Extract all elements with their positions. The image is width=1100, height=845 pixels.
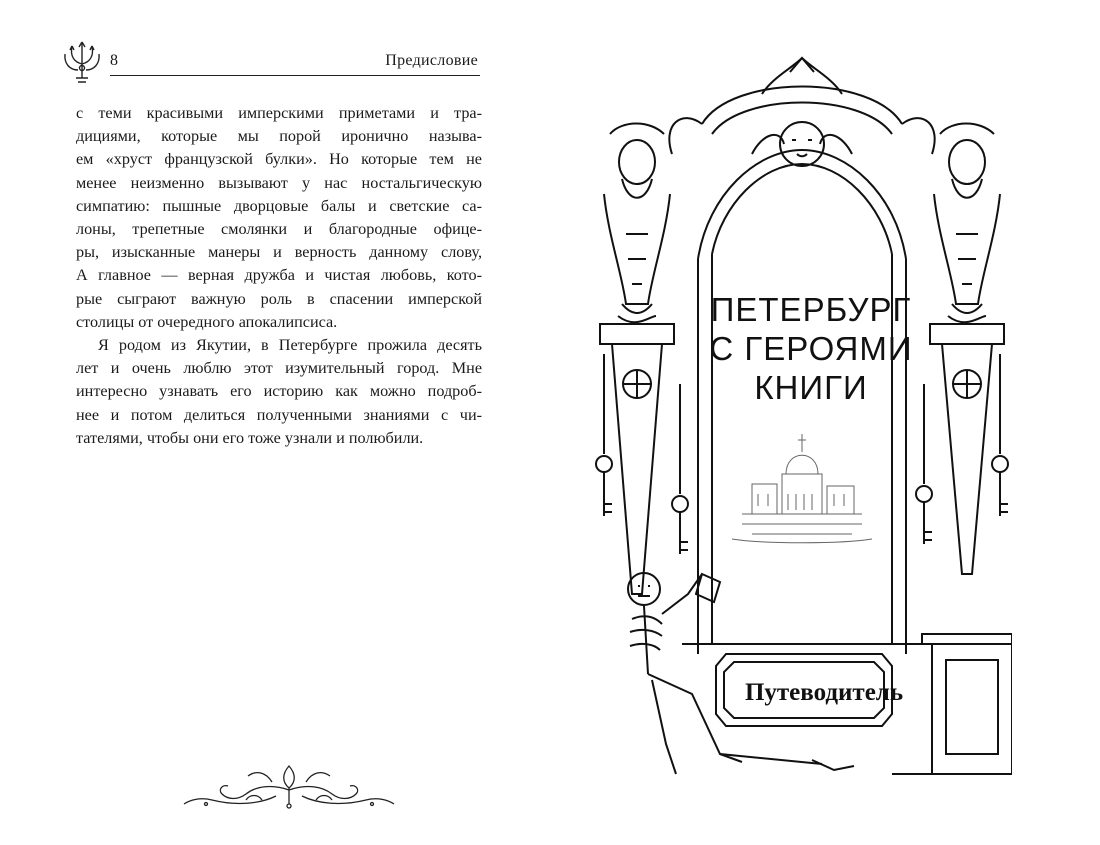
text-line: интересно узнавать его историю как можно подроб- [76, 382, 482, 401]
text-line: симпатию: пышные дворцовые балы и светские са- [76, 196, 482, 215]
plaque-label: Путеводитель [744, 679, 904, 706]
paragraph [76, 102, 482, 334]
illustration-title [702, 290, 920, 407]
right-page [550, 0, 1100, 845]
floral-ornament-icon [176, 760, 402, 810]
text-line: лет и очень люблю этот изумительный город. Мне [76, 359, 482, 378]
text-line: дициями, которые мы порой иронично называ- [76, 127, 482, 146]
text-line: ем «хруст французской булки». Но которые тем не [76, 150, 482, 169]
text-line: тателями, чтобы они его тоже узнали и полюбили. [76, 428, 424, 447]
title-line: КНИГИ [754, 369, 868, 406]
text-line: А главное — верная дружба и чистая любовь, кото- [76, 266, 482, 285]
paragraph [76, 334, 482, 450]
text-line: с теми красивыми имперскими приметами и тра- [76, 104, 482, 122]
text-line: рые сыграют важную роль в спасении имперской [76, 289, 482, 308]
body-text [76, 102, 482, 450]
text-line: ры, изысканные манеры и верность данному слову, [76, 243, 482, 262]
title-line: ПЕТЕРБУРГ [710, 291, 912, 328]
text-line: лоны, трепетные смолянки и благородные офице- [76, 220, 482, 239]
text-line: столицы от очередного апокалипсиса. [76, 312, 338, 331]
text-line: нее и потом делиться полученными знаниями с чи- [76, 405, 482, 424]
running-head: Предисловие [385, 52, 478, 69]
title-line: С ГЕРОЯМИ [709, 330, 913, 367]
text-line: Я родом из Якутии, в Петербурге прожила десять [98, 336, 482, 355]
trident-crest-icon [60, 38, 104, 84]
header-rule [110, 75, 480, 76]
text-line: менее неизменно вызывают у нас ностальгическую [76, 173, 482, 192]
page-number: 8 [110, 52, 118, 69]
